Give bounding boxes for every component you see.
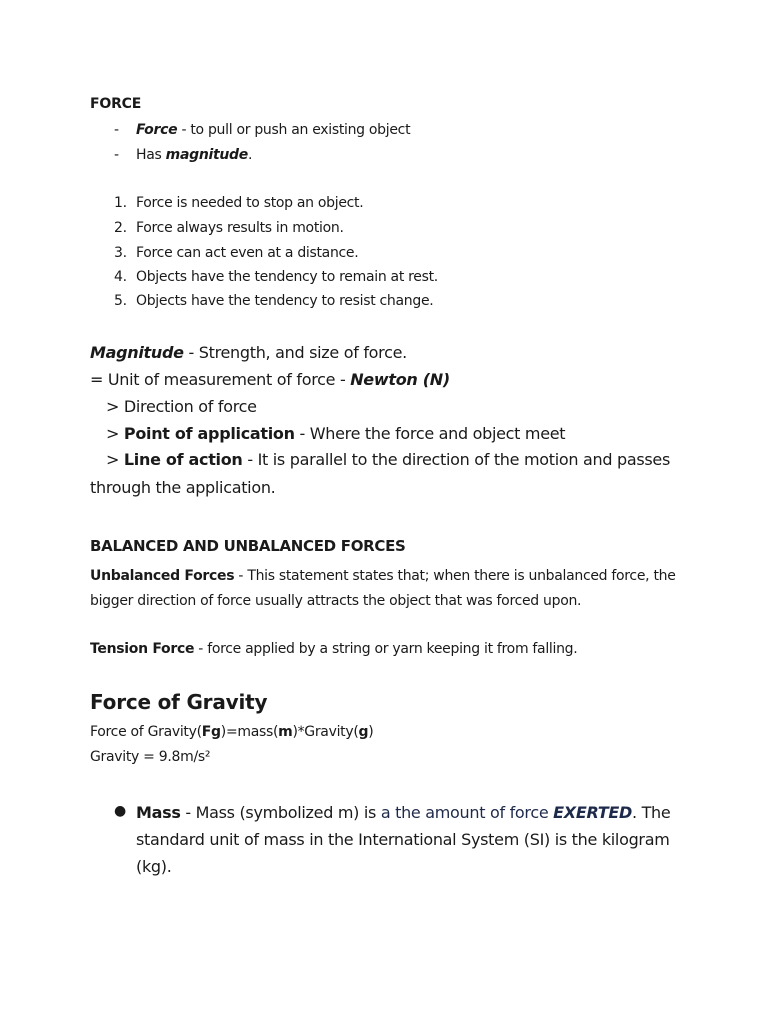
numbered-item: 4. Objects have the tendency to remain at rest. [114,269,438,285]
direction-line: > Direction of force [106,397,257,416]
tension-paragraph: Tension Force - force applied by a string or yarn keeping it from falling. [90,641,578,657]
newton-unit: Newton (N) [350,370,450,389]
mass-bullet: ● Mass - Mass (symbolized m) is a the amount of force EXERTED. The standard unit of mass in the International System (SI) is the kilogram (kg). [136,799,676,880]
numbered-item: 3. Force can act even at a distance. [114,245,359,261]
numbered-item: 5. Objects have the tendency to resist change. [114,293,434,309]
unit-line: = Unit of measurement of force - Newton (N) [90,370,450,389]
exerted-emphasis: EXERTED [553,803,632,822]
numbered-item: 2. Force always results in motion. [114,220,344,236]
gravity-value: Gravity = 9.8m/s² [90,749,211,765]
bullet-dot-icon: ● [114,803,126,819]
gravity-formula: Force of Gravity(Fg)=mass(m)*Gravity(g) [90,724,374,740]
point-line: > Point of application - Where the force and object meet [106,424,566,443]
list-item: - Has magnitude. [114,147,253,163]
unbalanced-paragraph: Unbalanced Forces - This statement states that; when there is unbalanced force, the bigger direction of force usually attracts the object that was forced upon. [90,568,676,609]
magnitude-term: magnitude [165,147,248,163]
balanced-heading: BALANCED AND UNBALANCED FORCES [90,537,406,555]
force-heading: FORCE [90,96,142,112]
numbered-item: 1. Force is needed to stop an object. [114,195,364,211]
magnitude-line: Magnitude - Strength, and size of force. [90,343,407,362]
force-term: Force [136,122,178,138]
gravity-heading: Force of Gravity [90,690,268,714]
list-item: - Force - to pull or push an existing object [114,122,411,138]
line-of-action: > Line of action - It is parallel to the direction of the motion and passes through the application. [90,450,670,497]
